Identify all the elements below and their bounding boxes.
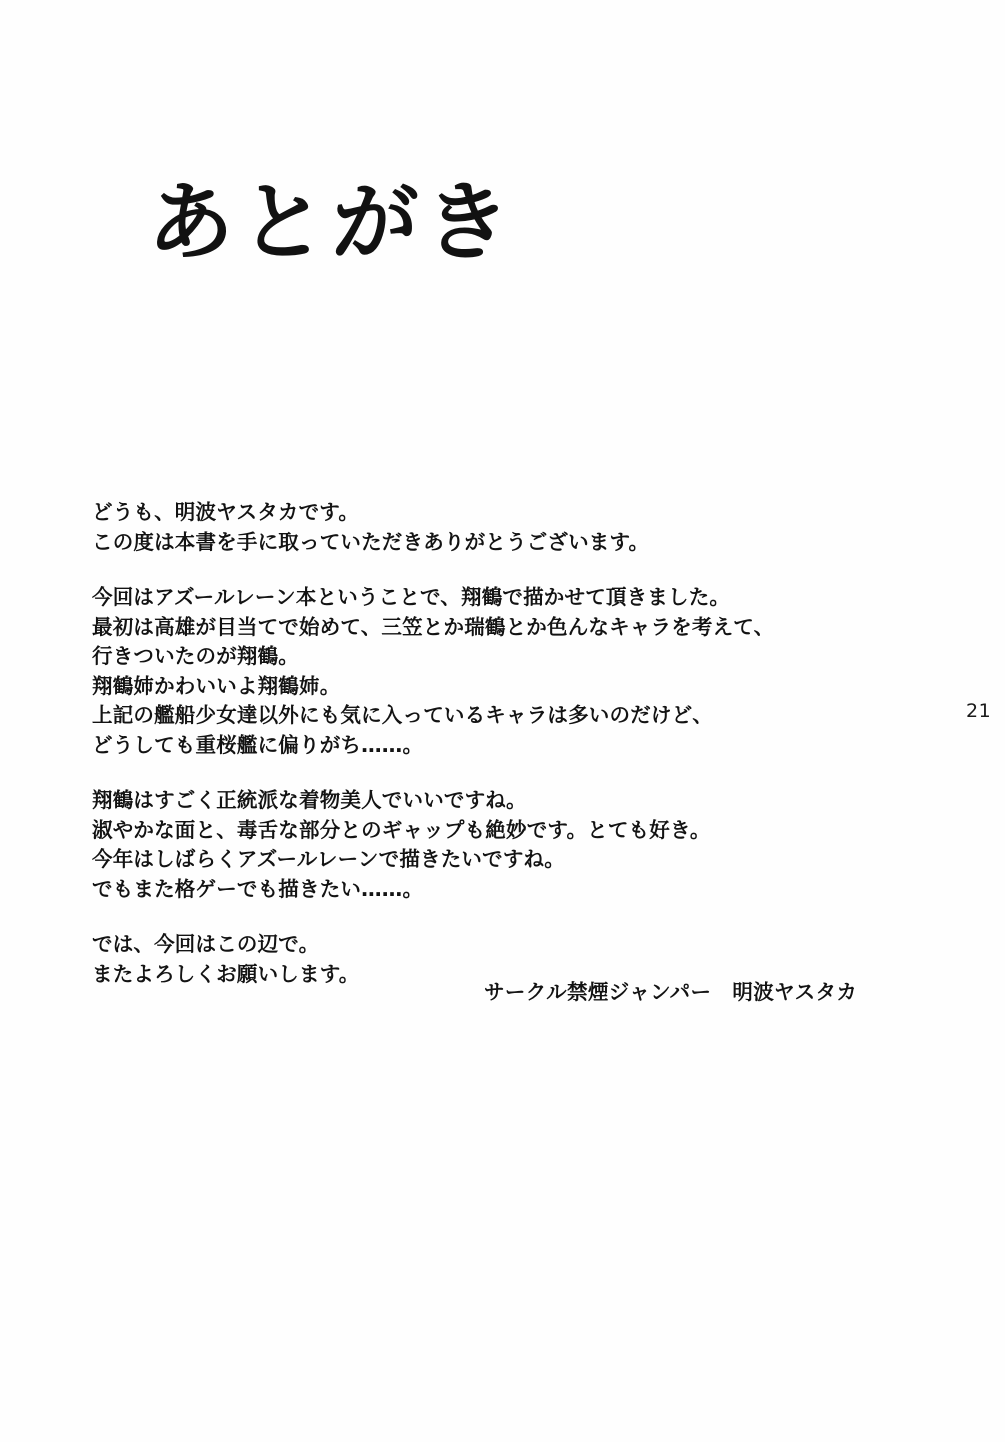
text-line: どうも、明波ヤスタカです。 <box>92 500 360 524</box>
afterword-body <box>92 498 892 989</box>
text-line: では、今回はこの辺で。 <box>92 932 320 956</box>
text-line: 上記の艦船少女達以外にも気に入っているキャラは多いのだけど、 <box>92 703 713 727</box>
text-line: 今年はしばらくアズールレーンで描きたいですね。 <box>92 847 565 871</box>
text-line: どうしても重桜艦に偏りがち……。 <box>92 732 424 757</box>
text-line: この度は本書を手に取っていただきありがとうございます。 <box>92 529 650 554</box>
page-title: あとがき <box>146 172 518 273</box>
paragraph <box>92 786 892 904</box>
paragraph <box>92 498 892 557</box>
signature: サークル禁煙ジャンパー 明波ヤスタカ <box>484 980 858 1004</box>
paragraph <box>92 583 892 760</box>
text-line: 最初は高雄が目当てで始めて、三笠とか瑞鶴とか色んなキャラを考えて、 <box>92 614 775 639</box>
text-line: 翔鶴はすごく正統派な着物美人でいいですね。 <box>92 788 527 812</box>
text-line: でもまた格ゲーでも描きたい……。 <box>92 876 424 901</box>
text-line: 翔鶴姉かわいいよ翔鶴姉。 <box>92 673 341 698</box>
page-number: 21 <box>966 700 992 722</box>
text-line: 淑やかな面と、毒舌な部分とのギャップも絶妙です。とても好き。 <box>92 817 711 842</box>
text-line: またよろしくお願いします。 <box>92 961 360 986</box>
text-line: 行きついたのが翔鶴。 <box>92 644 299 668</box>
text-line: 今回はアズールレーン本ということで、翔鶴で描かせて頂きました。 <box>92 585 731 609</box>
